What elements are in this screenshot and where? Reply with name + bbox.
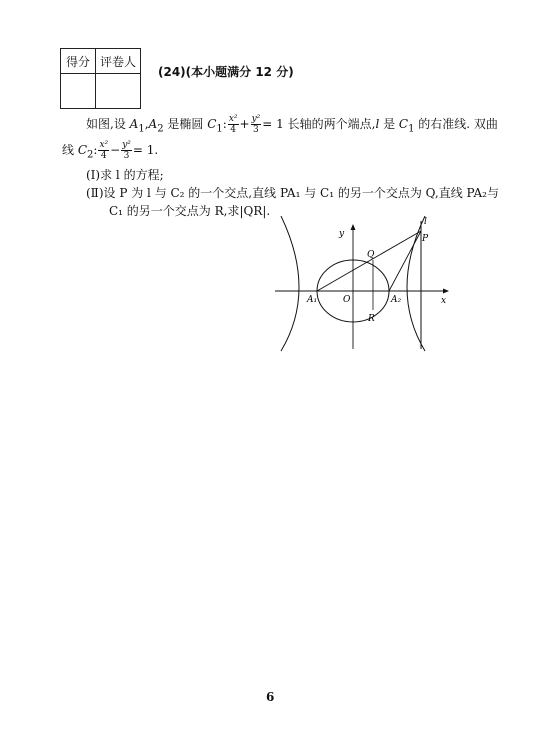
conic-figure <box>273 216 458 356</box>
part-1: (Ⅰ)求 l 的方程; <box>86 168 164 182</box>
label-o: O <box>343 295 351 305</box>
den: 3 <box>253 125 259 135</box>
sub: 2 <box>157 123 164 135</box>
text: 是 <box>379 117 399 131</box>
sub: 2 <box>87 149 94 161</box>
sub: 1 <box>408 123 415 135</box>
frac <box>121 140 132 161</box>
var-c2: C <box>77 143 88 157</box>
num: x² <box>99 140 109 150</box>
text: 长轴的两个端点, <box>287 117 376 131</box>
score-table <box>60 48 141 109</box>
num: y² <box>122 140 131 150</box>
var-c1: C <box>207 117 217 131</box>
frac <box>98 140 109 161</box>
part-2-line-a: (Ⅱ)设 P 为 l 与 C₂ 的一个交点,直线 PA₁ 与 C₁ 的另一个交点为 Q,直线 PA₂与 <box>86 186 499 200</box>
hyperbola-left-branch <box>281 216 299 351</box>
label-a1: A₁ <box>307 295 318 305</box>
label-q: Q <box>367 250 375 260</box>
var-c1: C <box>398 117 409 131</box>
label-a2: A₂ <box>391 295 402 305</box>
sub: 1 <box>216 123 223 135</box>
num: x² <box>228 114 238 124</box>
num: y² <box>251 114 261 124</box>
text: = 1 <box>262 117 284 131</box>
den: 3 <box>123 151 130 161</box>
question-line-1: 如图,设 $A_1,A_2$ 是椭圆 $C_1$: $\frac{\text{x²}}{4}$ + $\frac{\text{y²}}{3}$ = 1 长轴的两个端点,l 是 $C_1$ 的右准线. 双曲 <box>86 114 498 135</box>
var-l: l <box>375 117 380 131</box>
den: 4 <box>230 125 237 135</box>
frac <box>228 114 239 135</box>
den: 4 <box>100 151 107 161</box>
label-l: l <box>424 217 427 227</box>
question-line-2: 线 $C_2$: $\frac{\text{x²}}{4}$ − $\frac{\text{y²}}{3}$ = 1. <box>62 140 159 161</box>
text: 如图,设 <box>86 117 130 131</box>
text: = 1. <box>132 143 159 157</box>
y-axis-arrow <box>351 224 356 230</box>
question-header: (24)(本小题满分 12 分) <box>158 65 294 79</box>
label-x: x <box>441 296 447 306</box>
score-label: 得分 <box>61 49 96 74</box>
var-a2: A <box>148 117 158 131</box>
grader-label: 评卷人 <box>96 49 141 74</box>
text: 线 <box>62 143 78 157</box>
var-a1: A <box>129 117 139 131</box>
part-2-line-b: C₁ 的另一个交点为 R,求|QR|. <box>109 204 271 218</box>
label-r: R <box>368 314 375 324</box>
label-y: y <box>339 229 345 239</box>
frac <box>251 114 262 135</box>
label-p: P <box>422 234 429 244</box>
text: 是椭圆 <box>163 117 208 131</box>
score-cell[interactable] <box>61 74 96 109</box>
grader-cell[interactable] <box>96 74 141 109</box>
x-axis-arrow <box>443 289 449 294</box>
text: 的右准线. 双曲 <box>414 117 498 131</box>
sub: 1 <box>138 123 145 135</box>
page-number: 6 <box>266 690 275 704</box>
